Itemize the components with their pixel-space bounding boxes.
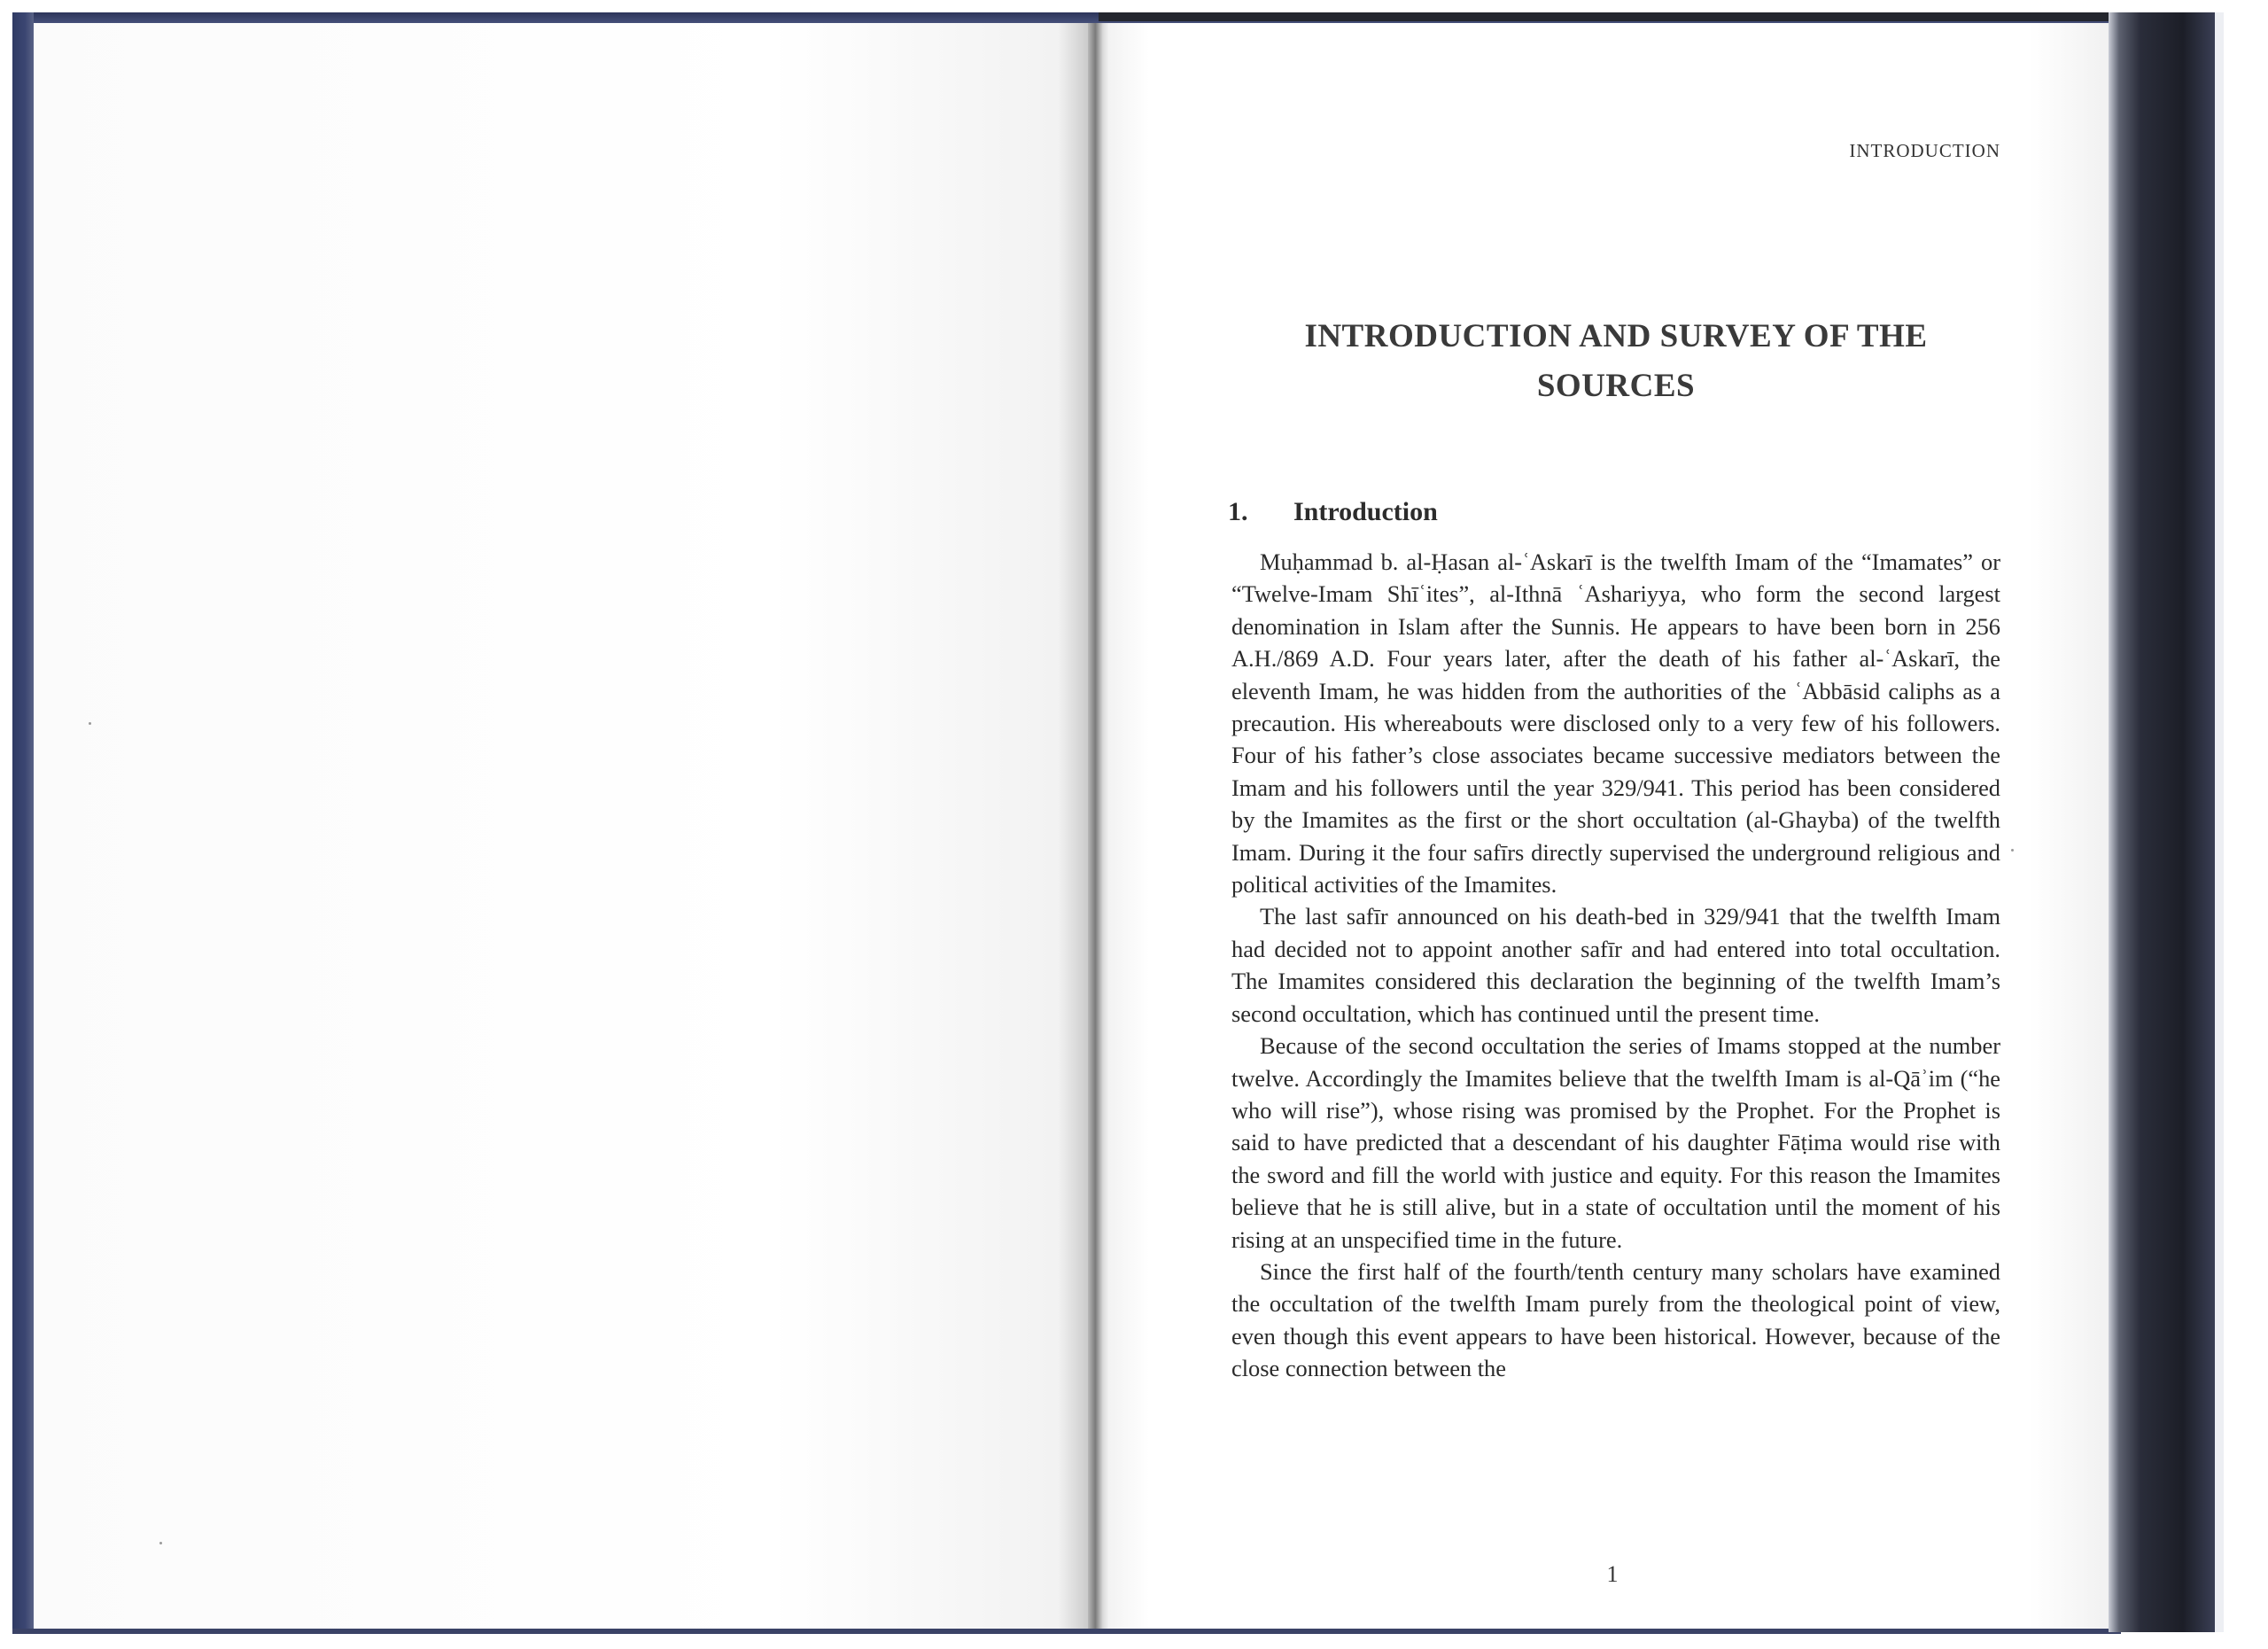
section-heading [1228, 497, 1438, 527]
cover-edge-bottom [12, 1629, 2121, 1634]
paragraph: The last safīr announced on his death-bed in 329/941 that the twelfth Imam had decided not to appoint another safīr and had entered into total occultation. The Imamites considered this declaration the beginning of the twelfth Imam’s second occultation, which has continued until the present time. [1231, 903, 2000, 1027]
page-number: 1 [1606, 1561, 1619, 1587]
paper-speck [159, 1542, 162, 1544]
cover-edge-top-dark [1099, 12, 2126, 21]
paragraph: Because of the second occultation the series of Imams stopped at the number twelve. Accordingly the Imamites believe that the twelfth Imam is al-Qāʾim (“he who will rise”), whose rising was promised by the Prophet. For the Prophet is said to have predicted that a descendant of his daughter Fāṭima would rise with the sword and fill the world with justice and equity. For this reason the Imamites believe that he is still alive, but in a state of occultation until the moment of his rising at an unspecified time in the future. [1231, 1032, 2000, 1253]
chapter-title [1231, 312, 2000, 411]
chapter-title-line-2: SOURCES [1536, 368, 1696, 404]
paragraph: Muḥammad b. al-Ḥasan al-ʿAskarī is the twelfth Imam of the “Imamates” or “Twelve-Imam Shīʿites”, al-Ithnā ʿAshariyya, who form the second largest denomination in Islam after the Sunnis. He appears to have been born in 256 A.H./869 A.D. Four years later, after the death of his father al-ʿAskarī, the eleventh Imam, he was hidden from the authorities of the ʿAbbāsid caliphs as a precaution. His whereabouts were disclosed only to a very few of his followers. Four of his father’s close associates became successive mediators between the Imam and his followers until the year 329/941. This period has been considered by the Imamites as the first or the short occultation (al-Ghayba) of the twelfth Imam. During it the four safīrs directly supervised the underground religious and political activities of the Imamites. [1231, 548, 2000, 898]
running-head: INTRODUCTION [1849, 140, 2000, 161]
chapter-title-line-1: INTRODUCTION AND SURVEY OF THE [1304, 318, 1928, 354]
paper-speck [2011, 849, 2014, 852]
left-page-blank [34, 23, 1090, 1629]
cover-edge-right-rim [2215, 12, 2224, 1632]
cover-edge-right [2109, 12, 2215, 1632]
body-text [1231, 546, 2000, 1385]
paper-speck [89, 722, 91, 725]
paragraph: Since the first half of the fourth/tenth century many scholars have examined the occultation of the twelfth Imam purely from the theological point of view, even though this event appears to have been historical. However, because of the close connection between the [1231, 1257, 2000, 1382]
section-number: 1. [1228, 497, 1248, 526]
cover-edge-left [12, 12, 34, 1632]
section-title: Introduction [1293, 497, 1438, 526]
book-gutter [1088, 23, 1109, 1629]
